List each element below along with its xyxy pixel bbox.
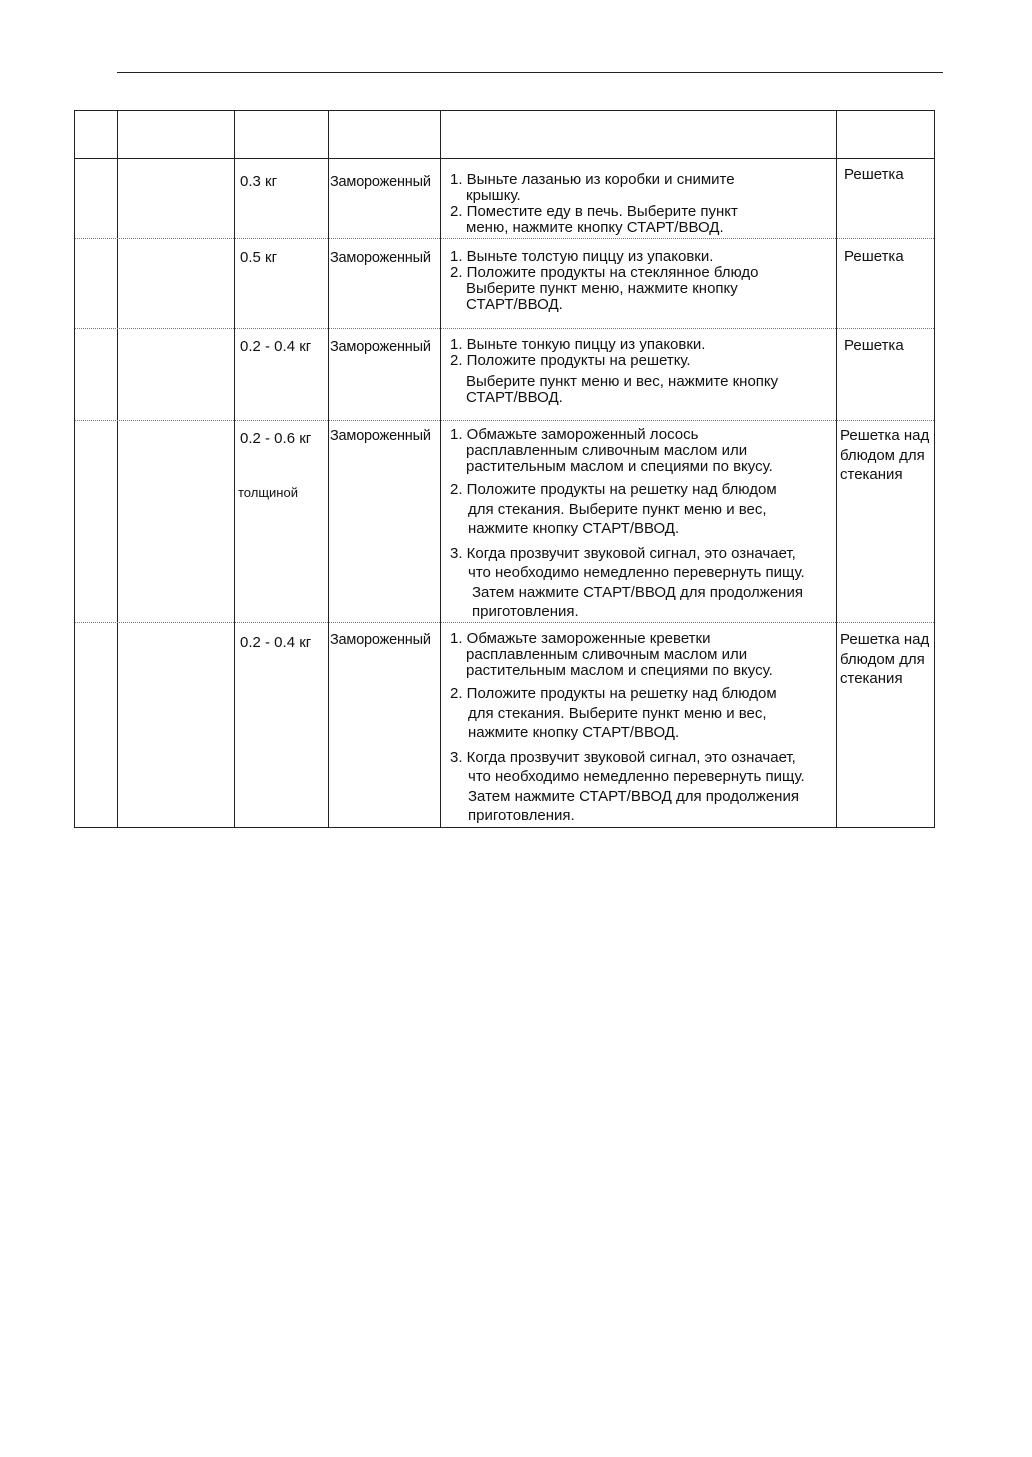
instruction-line: 1. Выньте толстую пиццу из упаковки.: [450, 248, 714, 265]
instruction-line: растительным маслом и специями по вкусу.: [466, 458, 773, 475]
instruction-line: для стекания. Выберите пункт меню и вес,: [468, 704, 767, 722]
weight-cell: 0.5 кг: [240, 249, 278, 266]
instruction-line: Затем нажмите СТАРТ/ВВОД для продолжения: [472, 583, 803, 601]
column-divider: [836, 111, 837, 827]
state-cell: Замороженный: [330, 339, 431, 355]
instruction-line: 1. Выньте тонкую пиццу из упаковки.: [450, 336, 706, 353]
instruction-line: 2. Положите продукты на решетку.: [450, 352, 691, 369]
state-cell: Замороженный: [330, 428, 431, 444]
instructions-cell: [450, 631, 805, 826]
weight-note: толщиной: [238, 485, 298, 500]
accessory-line: Решетка: [844, 337, 904, 354]
instruction-line: 3. Когда прозвучит звуковой сигнал, это означает,: [450, 544, 796, 562]
column-divider: [117, 111, 118, 827]
instruction-line: 3. Когда прозвучит звуковой сигнал, это означает,: [450, 748, 796, 766]
instruction-line: СТАРТ/ВВОД.: [466, 296, 563, 313]
instruction-line: 2. Поместите еду в печь. Выберите пункт: [450, 203, 738, 220]
accessory-line: блюдом для: [840, 650, 925, 668]
instructions-cell: [450, 249, 759, 313]
instruction-line: растительным маслом и специями по вкусу.: [466, 662, 773, 679]
row-divider: [75, 622, 934, 623]
cooking-table: [74, 110, 935, 828]
instruction-line: нажмите кнопку СТАРТ/ВВОД.: [468, 724, 680, 741]
instruction-line: что необходимо немедленно перевернуть пищу.: [468, 768, 805, 785]
accessory-line: Решетка: [844, 248, 904, 265]
accessory-line: блюдом для: [840, 446, 925, 464]
instruction-line: 2. Положите продукты на стеклянное блюдо: [450, 264, 759, 281]
accessory-cell: [844, 247, 904, 267]
instruction-line: 1. Обмажьте замороженные креветки: [450, 630, 711, 647]
instruction-line: расплавленным сливочным маслом или: [466, 442, 748, 459]
accessory-cell: [840, 426, 929, 485]
instruction-line: меню, нажмите кнопку СТАРТ/ВВОД.: [466, 219, 724, 236]
instruction-line: крышку.: [466, 187, 521, 204]
instruction-line: 2. Положите продукты на решетку над блюдом: [450, 685, 777, 702]
weight-cell: 0.2 - 0.6 кг: [240, 430, 312, 447]
instruction-line: Выберите пункт меню и вес, нажмите кнопку: [466, 373, 779, 390]
accessory-cell: [844, 165, 904, 185]
accessory-cell: [840, 630, 929, 689]
instruction-line: СТАРТ/ВВОД.: [466, 389, 563, 406]
instruction-line: приготовления.: [472, 603, 579, 620]
weight-cell: 0.2 - 0.4 кг: [240, 634, 312, 651]
accessory-line: Решетка над: [840, 427, 930, 444]
weight-cell: 0.3 кг: [240, 173, 278, 190]
instruction-line: 1. Обмажьте замороженный лосось: [450, 426, 699, 443]
accessory-line: стекания: [840, 466, 903, 483]
instructions-cell: [450, 427, 805, 622]
state-cell: Замороженный: [330, 632, 431, 648]
row-divider: [75, 420, 934, 421]
instructions-cell: [450, 337, 778, 406]
accessory-line: стекания: [840, 670, 903, 687]
row-divider: [75, 328, 934, 329]
accessory-cell: [844, 336, 904, 356]
instruction-line: расплавленным сливочным маслом или: [466, 646, 748, 663]
instruction-line: 1. Выньте лазанью из коробки и снимите: [450, 171, 735, 188]
accessory-line: Решетка: [844, 166, 904, 183]
state-cell: Замороженный: [330, 174, 431, 190]
instruction-line: нажмите кнопку СТАРТ/ВВОД.: [468, 520, 680, 537]
header-rule: [117, 72, 943, 73]
header-row-divider: [75, 158, 934, 159]
instruction-line: Выберите пункт меню, нажмите кнопку: [466, 280, 738, 297]
instruction-line: приготовления.: [468, 807, 575, 824]
column-divider: [328, 111, 329, 827]
row-divider: [75, 238, 934, 239]
weight-cell: 0.2 - 0.4 кг: [240, 338, 312, 355]
instruction-line: для стекания. Выберите пункт меню и вес,: [468, 500, 767, 518]
column-divider: [440, 111, 441, 827]
instructions-cell: [450, 172, 738, 236]
instruction-line: Затем нажмите СТАРТ/ВВОД для продолжения: [468, 787, 799, 805]
state-cell: Замороженный: [330, 250, 431, 266]
column-divider: [234, 111, 235, 827]
instruction-line: 2. Положите продукты на решетку над блюдом: [450, 481, 777, 498]
instruction-line: что необходимо немедленно перевернуть пищу.: [468, 564, 805, 581]
accessory-line: Решетка над: [840, 631, 930, 648]
